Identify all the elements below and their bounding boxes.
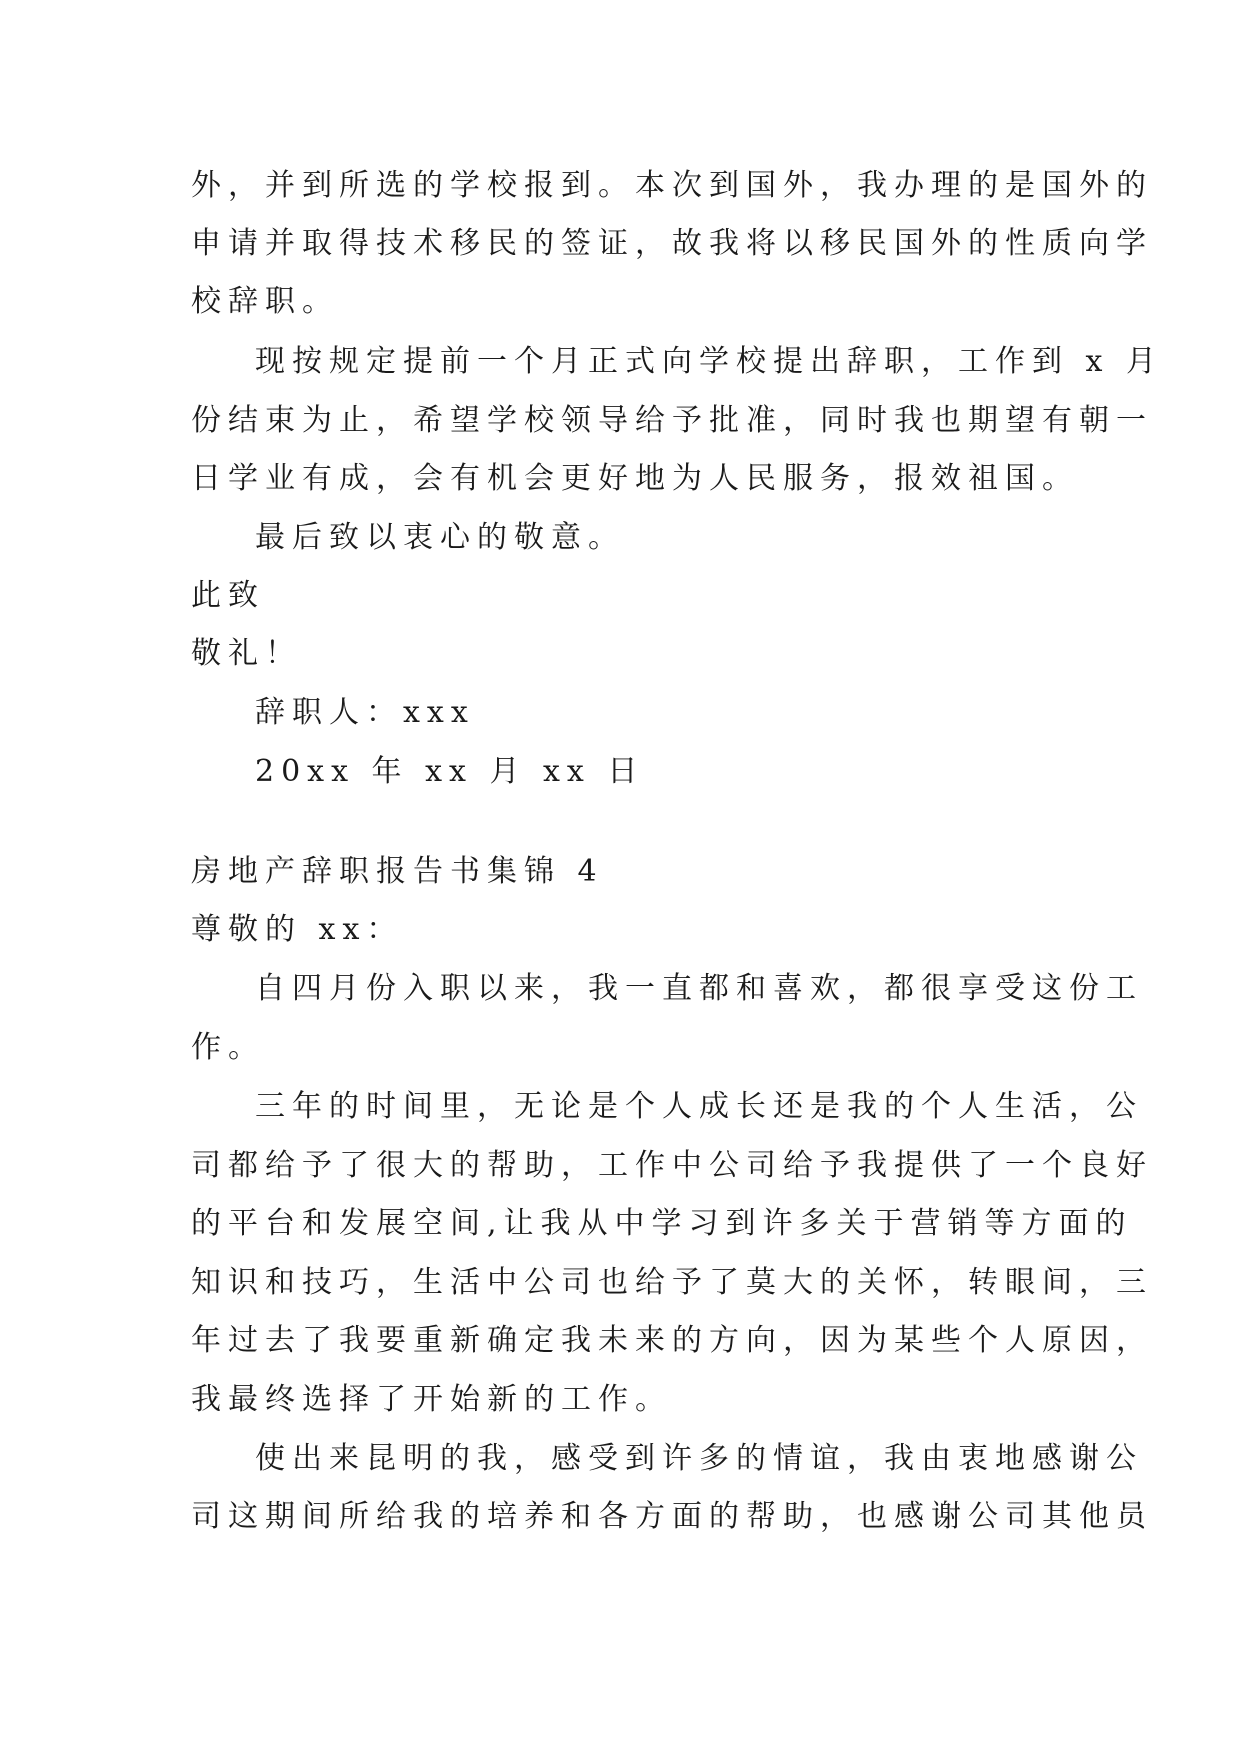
salutation-line: 此致 bbox=[191, 578, 265, 613]
text-line: 作。 bbox=[191, 1030, 265, 1065]
text-line: 份结束为止，希望学校领导给予批准，同时我也期望有朝一 bbox=[191, 403, 1153, 438]
text-line: 自四月份入职以来，我一直都和喜欢，都很享受这份工 bbox=[255, 971, 1143, 1006]
signature-line: 辞职人：xxx bbox=[255, 695, 475, 730]
salutation-line: 敬礼！ bbox=[191, 636, 302, 671]
date-line: 20xx 年 xx 月 xx 日 bbox=[255, 754, 645, 789]
greeting-line: 尊敬的 xx： bbox=[191, 912, 404, 947]
text-line: 申请并取得技术移民的签证，故我将以移民国外的性质向学 bbox=[191, 226, 1153, 261]
text-line: 知识和技巧，生活中公司也给予了莫大的关怀，转眼间，三 bbox=[191, 1265, 1153, 1300]
text-line: 校辞职。 bbox=[191, 284, 339, 319]
text-line: 最后致以衷心的敬意。 bbox=[255, 520, 625, 555]
text-line: 使出来昆明的我，感受到许多的情谊，我由衷地感谢公 bbox=[255, 1441, 1143, 1476]
text-line: 司这期间所给我的培养和各方面的帮助，也感谢公司其他员 bbox=[191, 1499, 1153, 1534]
text-line: 三年的时间里，无论是个人成长还是我的个人生活，公 bbox=[255, 1089, 1143, 1124]
text-line: 日学业有成，会有机会更好地为人民服务，报效祖国。 bbox=[191, 461, 1079, 496]
text-line: 外，并到所选的学校报到。本次到国外，我办理的是国外的 bbox=[191, 168, 1153, 203]
text-line: 司都给予了很大的帮助，工作中公司给予我提供了一个良好 bbox=[191, 1148, 1153, 1183]
text-line: 的平台和发展空间,让我从中学习到许多关于营销等方面的 bbox=[191, 1206, 1133, 1241]
text-line: 我最终选择了开始新的工作。 bbox=[191, 1382, 672, 1417]
section-title: 房地产辞职报告书集锦 4 bbox=[191, 854, 604, 889]
text-line: 年过去了我要重新确定我未来的方向，因为某些个人原因， bbox=[191, 1323, 1153, 1358]
text-line: 现按规定提前一个月正式向学校提出辞职，工作到 x 月 bbox=[255, 344, 1163, 379]
